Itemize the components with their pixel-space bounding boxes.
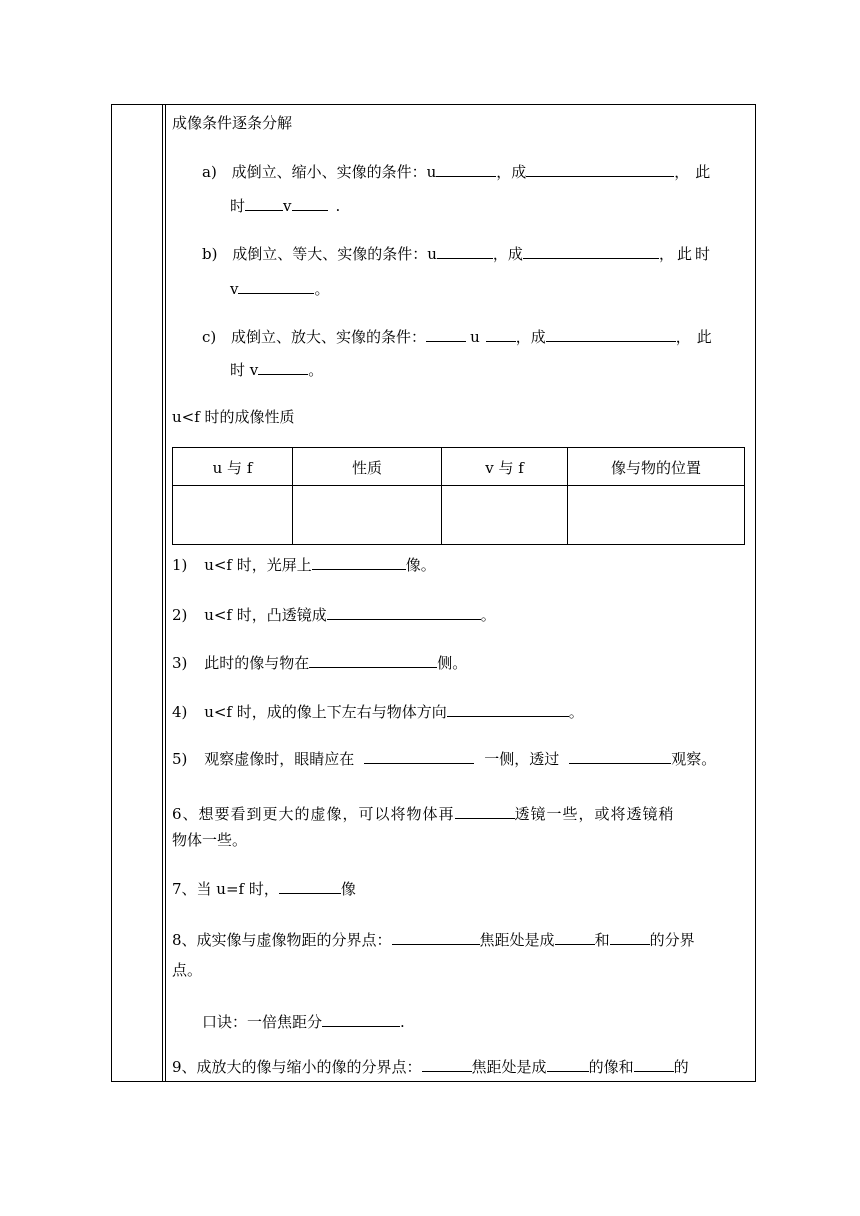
table-cell[interactable] (568, 486, 745, 545)
heading-u-less-f: u<f 时的成像性质 (172, 408, 295, 426)
blank-mnemonic[interactable] (322, 1011, 400, 1027)
item-a-text6: . (335, 197, 341, 215)
question-6-line2: 物体一些。 (172, 831, 248, 849)
q3-num: 3) (172, 654, 188, 672)
question-9 (172, 1056, 689, 1077)
q6-text: 6、想要看到更大的虚像，可以将物体再 (172, 805, 455, 823)
q9-text4: 的 (673, 1058, 689, 1076)
item-c-text: 成倒立、放大、实像的条件： (231, 328, 427, 346)
blank-q9-b[interactable] (634, 1056, 674, 1072)
item-a-line1 (202, 161, 716, 182)
q9-text2: 焦距处是成 (471, 1058, 547, 1076)
blank-c-v[interactable] (258, 359, 308, 375)
blank-q9-focus[interactable] (422, 1056, 472, 1072)
q3-text2: 侧。 (437, 654, 468, 672)
table-header-cell: 像与物的位置 (568, 448, 745, 486)
blank-q5-through[interactable] (569, 748, 671, 764)
blank-q4[interactable] (447, 701, 569, 717)
item-c-text2: u (470, 328, 480, 346)
column-divider-inner (165, 104, 166, 1081)
q4-num: 4) (172, 703, 188, 721)
item-c-text6: 。 (308, 361, 324, 379)
q5-text3: 观察。 (671, 750, 717, 768)
q2-text: u<f 时，凸透镜成 (204, 606, 327, 624)
blank-c-1[interactable] (426, 326, 466, 342)
blank-q8-focus[interactable] (392, 929, 480, 945)
blank-q6[interactable] (455, 803, 515, 819)
q4-text2: 。 (568, 703, 584, 721)
q3-text: 此时的像与物在 (204, 654, 310, 672)
q2-num: 2) (172, 606, 188, 624)
item-b-text2: ，成 (492, 245, 523, 263)
question-8-line1 (172, 929, 695, 950)
blank-b-image[interactable] (523, 243, 659, 259)
item-b-text3: ，此时 (658, 245, 713, 263)
table-cell[interactable] (173, 486, 293, 545)
blank-q7[interactable] (279, 878, 341, 894)
item-a-line2 (230, 195, 340, 216)
mnemonic-text: 口诀：一倍焦距分 (202, 1013, 323, 1031)
mnemonic-text2: . (400, 1013, 405, 1031)
q5-text2: 一侧，透过 (484, 750, 560, 768)
question-5 (172, 748, 716, 769)
q1-text: u<f 时，光屏上 (204, 556, 312, 574)
q8-text: 8、成实像与虚像物距的分界点： (172, 931, 392, 949)
blank-c-image[interactable] (546, 326, 676, 342)
table-cell[interactable] (293, 486, 442, 545)
blank-a-1[interactable] (245, 195, 283, 211)
item-c-line1 (202, 326, 718, 347)
column-divider (162, 104, 163, 1081)
item-b-text5: 。 (314, 280, 330, 298)
item-c-marker: c) (202, 328, 217, 346)
item-b-text: 成倒立、等大、实像的条件：u (232, 245, 437, 263)
item-b-marker: b) (202, 245, 218, 263)
blank-q5-eye[interactable] (364, 748, 474, 764)
heading-conditions: 成像条件逐条分解 (172, 114, 293, 132)
item-a-text5: v (283, 197, 292, 215)
item-a-text3: ，此 (674, 163, 717, 181)
item-c-text3: ，成 (515, 328, 546, 346)
question-6-line1 (172, 803, 675, 824)
table-header-cell: 性质 (293, 448, 442, 486)
mnemonic (202, 1011, 405, 1032)
question-1 (172, 554, 436, 575)
q5-num: 5) (172, 750, 188, 768)
blank-q8-b[interactable] (610, 929, 650, 945)
item-c-text5: 时 v (230, 361, 259, 379)
q4-text: u<f 时，成的像上下左右与物体方向 (204, 703, 447, 721)
q7-text2: 像 (340, 880, 356, 898)
blank-q1[interactable] (312, 554, 406, 570)
q7-text: 7、当 u=f 时， (172, 880, 279, 898)
q5-text: 观察虚像时，眼睛应在 (204, 750, 355, 768)
blank-a-u[interactable] (436, 161, 496, 177)
q6-text2: 透镜一些，或将透镜稍 (514, 805, 675, 823)
blank-q9-a[interactable] (547, 1056, 589, 1072)
blank-q2[interactable] (327, 604, 481, 620)
blank-q3[interactable] (309, 652, 437, 668)
q2-text2: 。 (480, 606, 496, 624)
question-8-line2: 点。 (172, 961, 203, 979)
table-header-cell: u 与 f (173, 448, 293, 486)
q8-text3: 和 (594, 931, 610, 949)
item-b-text4: v (230, 280, 239, 298)
question-7 (172, 878, 356, 899)
q8-text2: 焦距处是成 (479, 931, 555, 949)
item-b-line2 (230, 278, 330, 299)
blank-b-u[interactable] (437, 243, 493, 259)
item-a-text: 成倒立、缩小、实像的条件：u (231, 163, 437, 181)
blank-b-v[interactable] (238, 278, 314, 294)
q8-text4: 的分界 (649, 931, 695, 949)
blank-a-v[interactable] (292, 195, 328, 211)
table-cell[interactable] (442, 486, 568, 545)
question-3 (172, 652, 467, 673)
question-2 (172, 604, 496, 625)
item-b-line1 (202, 243, 713, 264)
q9-text: 9、成放大的像与缩小的像的分界点： (172, 1058, 422, 1076)
q1-text2: 像。 (405, 556, 436, 574)
table-row (173, 486, 745, 545)
item-c-text4: ，此 (675, 328, 718, 346)
item-a-marker: a) (202, 163, 217, 181)
properties-table (172, 447, 745, 545)
item-a-text2: ，成 (496, 163, 527, 181)
q1-num: 1) (172, 556, 188, 574)
blank-c-u[interactable] (486, 326, 516, 342)
table-header-cell: v 与 f (442, 448, 568, 486)
blank-a-image[interactable] (526, 161, 674, 177)
item-a-text4: 时 (230, 197, 246, 215)
q9-text3: 的像和 (588, 1058, 634, 1076)
question-4 (172, 701, 584, 722)
item-c-line2 (230, 359, 323, 380)
table-header-row (173, 448, 745, 486)
blank-q8-a[interactable] (555, 929, 595, 945)
